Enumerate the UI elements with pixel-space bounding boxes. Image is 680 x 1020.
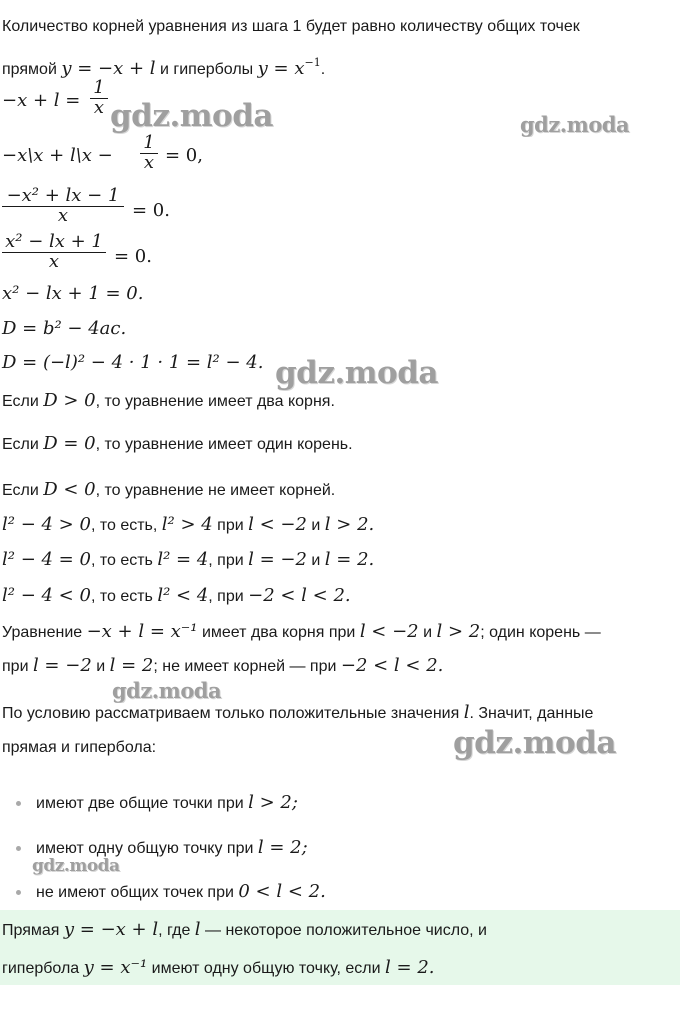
text: и	[91, 658, 110, 675]
math: D = 0	[43, 433, 96, 454]
answer-line-1	[2, 919, 487, 942]
denominator: x	[143, 152, 155, 173]
text: имеют две общие точки при	[36, 795, 249, 812]
math: l² > 4	[161, 514, 213, 535]
text: не имеют общих точек при	[36, 884, 239, 901]
text: , то уравнение не имеет корней.	[95, 482, 336, 499]
bullet-dot	[16, 801, 21, 806]
equals-zero: = 0.	[132, 200, 170, 221]
denominator: x	[57, 205, 69, 226]
text: , то есть	[90, 552, 158, 569]
derivation-step-1: −x + l =	[2, 90, 81, 111]
summary-line-1	[2, 621, 601, 644]
text: Если	[2, 436, 39, 453]
summary-line-2	[2, 655, 443, 678]
math: y = −x + l	[63, 919, 159, 940]
positive-line-1	[2, 702, 593, 725]
text: Если	[2, 393, 39, 410]
math: l > 2.	[324, 514, 375, 535]
text: , при	[208, 552, 249, 569]
text: и гиперболы	[160, 61, 254, 78]
math: l = 2.	[324, 549, 375, 570]
case-negative-discriminant	[2, 479, 335, 502]
numerator: 1	[93, 77, 105, 98]
text: , то есть,	[90, 517, 162, 534]
watermark-logo: gdz.moda	[32, 856, 120, 876]
fraction-1	[90, 78, 108, 117]
math: l² − 4 < 0	[2, 585, 91, 606]
text: и	[306, 552, 325, 569]
condition-2	[2, 549, 374, 572]
math: l = 2	[109, 655, 154, 676]
text: ; один корень —	[480, 624, 601, 641]
math: −x + l = x⁻¹	[86, 621, 198, 642]
condition-3	[2, 585, 351, 608]
text: . Значит, данные	[469, 705, 594, 722]
text: при	[2, 658, 33, 675]
text: — некоторое положительное число, и	[200, 922, 487, 939]
math: l > 2;	[248, 792, 298, 813]
text: и	[418, 624, 437, 641]
text: имеют одну общую точку, если	[147, 960, 386, 977]
text: , то уравнение имеет два корня.	[95, 393, 335, 410]
watermark-logo: gdz.moda	[520, 112, 630, 137]
fraction-2	[140, 133, 158, 172]
text: .	[320, 61, 326, 78]
answer-line-2	[2, 957, 435, 980]
text: , при	[208, 588, 249, 605]
math: l	[194, 919, 201, 940]
watermark-logo: gdz.moda	[110, 98, 273, 134]
text: имеют одну общую точку при	[36, 840, 258, 857]
math: −2 < l < 2.	[340, 655, 444, 676]
math: l² = 4	[157, 549, 209, 570]
fraction-4	[2, 232, 106, 271]
case-zero-discriminant	[2, 433, 353, 456]
text: , то есть	[90, 588, 158, 605]
math-hyperbola: y = x	[257, 58, 305, 79]
bullet-item	[36, 881, 326, 904]
text: имеет два корня при	[197, 624, 360, 641]
text: Прямая	[2, 922, 64, 939]
text: и	[306, 517, 325, 534]
derivation-step-5: x² − lx + 1 = 0.	[2, 283, 144, 304]
derivation-step-7: D = (−l)² − 4 · 1 · 1 = l² − 4.	[2, 352, 264, 373]
intro-line-1: Количество корней уравнения из шага 1 будет равно количеству общих точек	[2, 18, 580, 35]
bullet-item	[36, 792, 298, 815]
math: l² − 4 > 0	[2, 514, 91, 535]
math: l < −2	[359, 621, 419, 642]
case-positive-discriminant	[2, 390, 335, 413]
math: l = −2	[32, 655, 92, 676]
bullet-dot	[16, 846, 21, 851]
numerator: −x² + lx − 1	[6, 185, 120, 206]
math: D < 0	[43, 479, 96, 500]
text: гипербола	[2, 960, 84, 977]
math: 0 < l < 2.	[238, 881, 326, 902]
math: l = 2.	[385, 957, 435, 978]
equals-zero: = 0,	[165, 145, 203, 166]
math: l² < 4	[157, 585, 209, 606]
math: l = 2;	[257, 837, 308, 858]
numerator: 1	[143, 132, 155, 153]
math: l > 2	[436, 621, 481, 642]
equals-zero: = 0.	[114, 246, 152, 267]
denominator: x	[48, 251, 60, 272]
math: D > 0	[43, 390, 96, 411]
fraction-3	[2, 186, 124, 225]
intro-line-2	[2, 52, 325, 81]
derivation-step-6: D = b² − 4ac.	[2, 318, 127, 339]
text: По условию рассматриваем только положительные значения	[2, 705, 464, 722]
math: l² − 4 = 0	[2, 549, 91, 570]
bullet-dot	[16, 890, 21, 895]
watermark-logo: gdz.moda	[112, 678, 222, 703]
text: ; не имеет корней — при	[153, 658, 341, 675]
text: , то уравнение имеет один корень.	[95, 436, 353, 453]
watermark-logo: gdz.moda	[453, 725, 616, 761]
math: l < −2	[248, 514, 307, 535]
numerator: x² − lx + 1	[5, 231, 103, 252]
text: , где	[158, 922, 195, 939]
derivation-step-2: −x\x + l\x −	[2, 145, 113, 166]
text: прямой	[2, 61, 57, 78]
watermark-logo: gdz.moda	[275, 355, 438, 391]
math: l = −2	[248, 549, 307, 570]
positive-line-2: прямая и гипербола:	[2, 739, 157, 756]
math: −2 < l < 2.	[248, 585, 351, 606]
condition-1	[2, 514, 374, 537]
math: l	[463, 702, 470, 723]
denominator: x	[93, 97, 105, 118]
exponent: −1	[304, 56, 321, 69]
text: при	[212, 517, 249, 534]
text: Уравнение	[2, 624, 87, 641]
math: y = x⁻¹	[83, 957, 148, 978]
text: Если	[2, 482, 39, 499]
math-line: y = −x + l	[61, 58, 156, 79]
